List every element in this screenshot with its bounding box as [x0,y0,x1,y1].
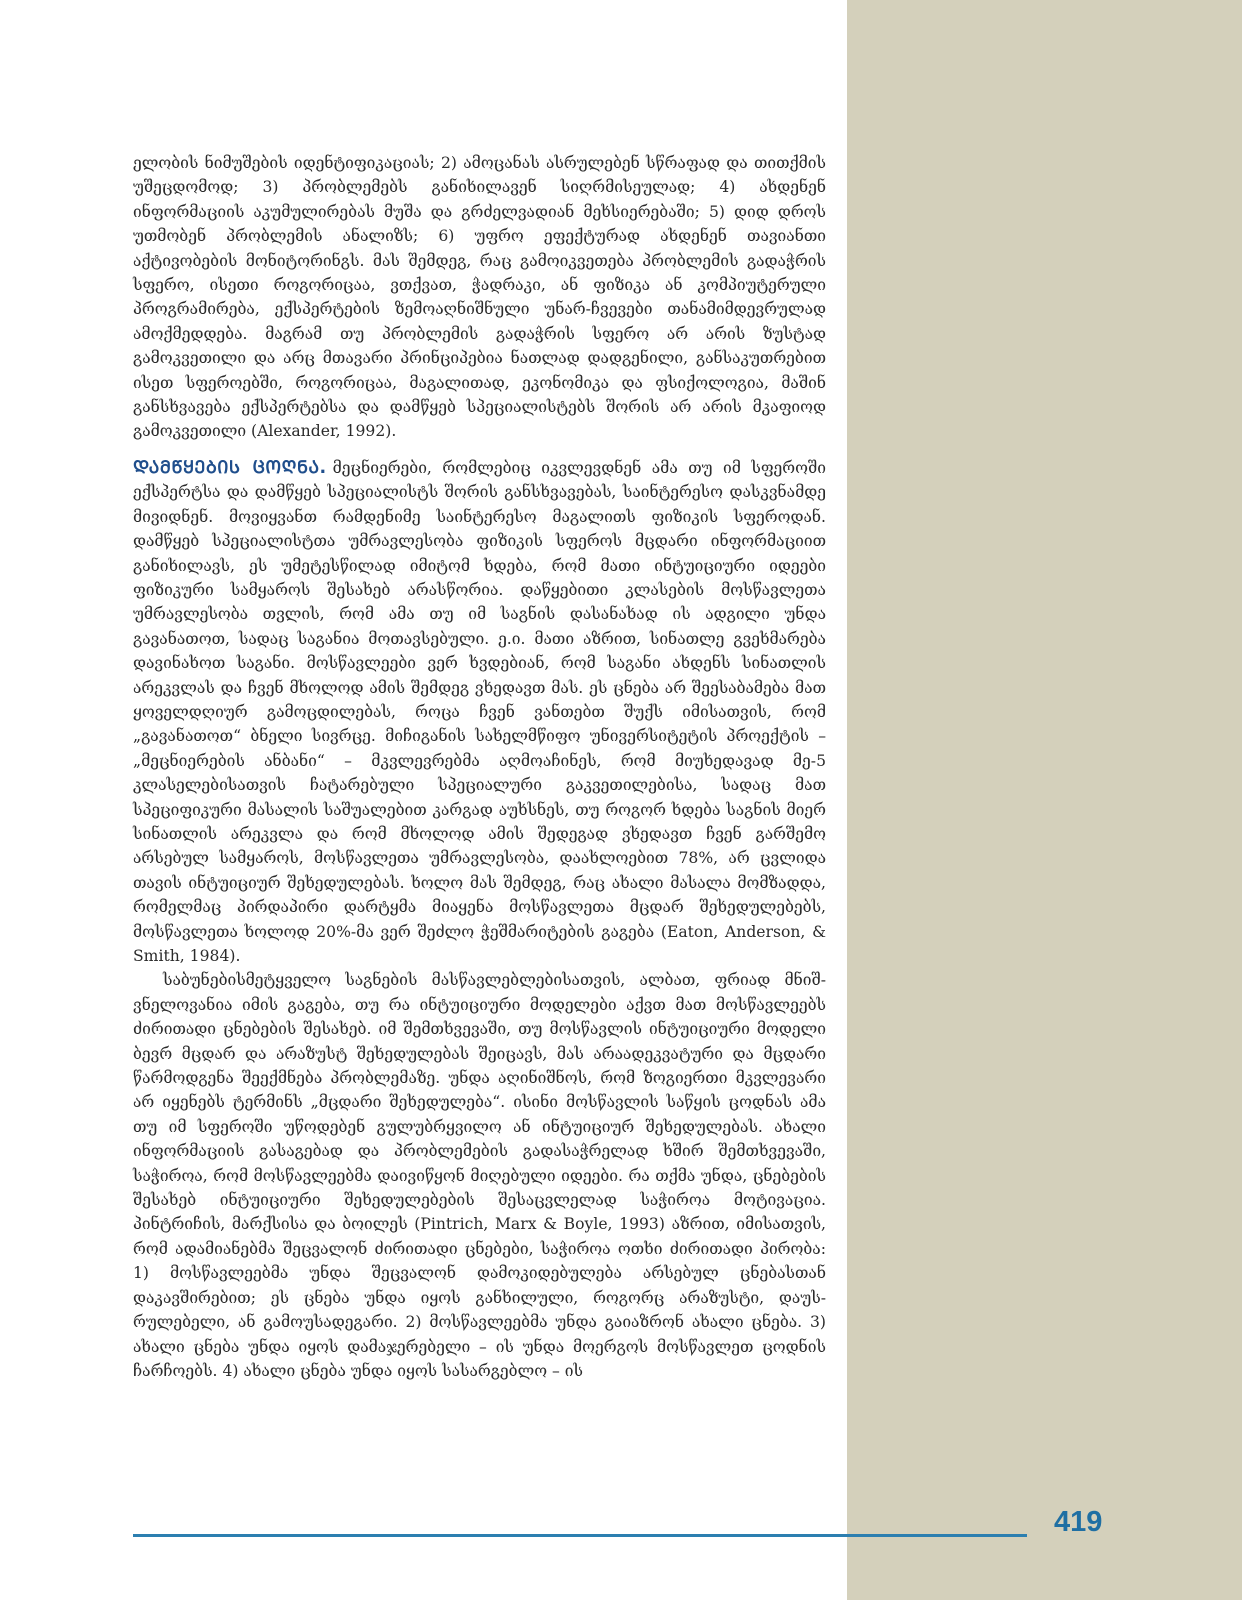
right-sidebar-band [847,0,1242,1600]
page-body [133,151,826,1383]
section-run-in-heading: ᲓᲐᲛᲬᲧᲔᲑᲘᲡ ᲪᲝᲦᲜᲐ. [133,457,327,478]
paragraph-1: ელობის ნიმუშების იდენტიფიკაციას; 2) ამოცანას ასრულებენ სწრაფად და თითქმის უშეცდომოდ; 3) პრობლემებს განიხილავენ სიღრმისეულად; 4) ახდენენ ინფორმაციის აკუმულირებას მუშა და გრძელვადიან მეხსიერებაში; 5) დიდ დროს უთმობენ პრობლემის ანალიზს; 6) უფრო ეფექტურად ახდენენ თავიანთი აქტივობების მონიტორინგს. მას შემდეგ, რაც გამოიკვეთება პრობლემის გადაჭრის სფერო, ისეთი როგორიცაა, ვთქვათ, ჭადრაკი, ან ფიზიკა ან კომპიუტერული პროგრამირება, ექსპერტების ზემოაღნიშნული უნარ-ჩვევები თანამიმდევრულად ამოქმედდება. მაგრამ თუ პრობლემის გადაჭრის სფერო არ არის ზუსტად გამოკვეთილი და არც მთავარი პრინციპებია ნათლად დადგენილი, განსაკუთრებით ისეთ სფეროებში, როგორიცაა, მაგალითად, ეკონომიკა და ფსიქოლოგია, მაშინ განსხვავება ექსპერტებსა და დამწყებ სპეციალისტებს შორის არ არის მკაფიოდ გამოკვეთილი (Alexander, 1992). [133,154,826,441]
paragraph-3: საბუნებისმეტყველო საგნების მასწავლებლებისათვის, ალბათ, ფრიად მნიშვნელოვანია იმის გაგება, თუ რა ინტუიციური მოდელები აქვთ მათ მოსწავლეებს ძირითადი ცნებების შესახებ. იმ შემთხვევაში, თუ მოსწავლის ინტუიციური მოდელი ბევრ მცდარ და არაზუსტ შეხედულებას შეიცავს, მას არაადეკვატური და მცდარი წარმოდგენა შეექმნება პრობლემაზე. უნდა აღინიშნოს, რომ ზოგიერთი მკვლევარი არ იყენებს ტერმინს „მცდარი შეხედულება“. ისინი მოსწავლის საწყის ცოდნას ამა თუ იმ სფეროში უწოდებენ გულუბრყვილო ან ინტუიციურ შეხედულებას. ახალი ინფორმაციის გასაგებად და პრობლემების გადასაჭრელად ხშირ შემთხვევაში, საჭიროა, რომ მოსწავლეებმა დაივიწყონ მიღებული იდეები. რა თქმა უნდა, ცნებების შესახებ ინტუიციური შეხედულებების შესაცვლელად საჭიროა მოტივაცია. პინტრიჩის, მარქსისა და ბოილეს (Pintrich, Marx & Boyle, 1993) აზრით, იმისათვის, რომ ადამიანებმა შეცვალონ ძირითადი ცნებები, საჭიროა ოთხი ძირითადი პირობა: 1) მოსწავლეებმა უნდა შეცვალონ დამოკიდებულება არსებულ ცნებასთან დაკავშირებით; ეს ცნება უნდა იყოს განხილული, როგორც არაზუსტი, დაუსრულებელი, ან გამოუსადეგარი. 2) მოსწავლეებმა უნდა გაიაზრონ ახალი ცნება. 3) ახალი ცნება უნდა იყოს დამაჯერებელი – ის უნდა მოერგოს მოსწავლეთ ცოდნის ჩარჩოებს. 4) ახალი ცნება უნდა იყოს სასარგებლო – ის [133,971,826,1380]
page-number: 419 [1054,1506,1103,1538]
paragraph-2-text: მეცნიერები, რომლებიც იკვლევდნენ ამა თუ იმ სფეროში ექსპერტსა და დამწყებ სპეციალისტს შორის განსხვავებას, საინტერესო დასკვნამდე მივიდნენ. მოვიყვანთ რამდენიმე საინტერესო მაგალითს ფიზიკის სფეროდან. დამწყებ სპეციალისტთა უმრავლესობა ფიზიკის სფეროს მცდარი ინფორმაციით განიხილავს, ეს უმეტესწილად იმიტომ ხდება, რომ მათი ინტუიციური იდეები ფიზიკური სამყაროს შესახებ არასწორია. დაწყებითი კლასების მოსწავლეთა უმრავლესობა თვლის, რომ ამა თუ იმ საგნის დასანახად ის ადგილი უნდა გავანათოთ, სადაც საგანია მოთავსებული. ე.ი. მათი აზრით, სინათლე გვეხმარება დავინახოთ საგანი. მოსწავლეები ვერ ხვდებიან, რომ საგანი ახდენს სინათლის არეკვლას და ჩვენ მხოლოდ ამის შემდეგ ვხედავთ მას. ეს ცნება არ შეესაბამება მათ ყოველდღიურ გამოცდილებას, როცა ჩვენ ვანთებთ შუქს იმისათვის, რომ „გავანათოთ“ ბნელი სივრცე. მიჩიგანის სახელმწიფო უნივერსიტეტის პროექტის – „მეცნიერების ანბანი“ – მკვლევრებმა აღმოაჩინეს, რომ მიუხედავად მე-5 კლასელებისათვის ჩატარებული სპეციალური გაკვეთილებისა, სადაც მათ სპეციფიკური მასალის საშუალებით კარგად აუხსნეს, თუ როგორ ხდება საგნის მიერ სინათლის არეკვლა და რომ მხოლოდ ამის შედეგად ვხედავთ ჩვენ გარშემო არსებულ სამყაროს, მოსწავლეთა უმრავლესობა, დაახლოებით 78%, არ ცვლიდა თავის ინტუიციურ შეხედულებას. ხოლო მას შემდეგ, რაც ახალი მასალა მომზადდა, რომელმაც პირდაპირი დარტყმა მიაყენა მოსწავლეთა მცდარ შეხედულებებს, მოსწავლეთა ხოლოდ 20%-მა ვერ შეძლო ჭეშმარიტების გაგება (Eaton, Anderson, & Smith, 1984). [133,458,826,965]
footer-rule [133,1534,1027,1537]
paragraph-2 [133,456,826,969]
